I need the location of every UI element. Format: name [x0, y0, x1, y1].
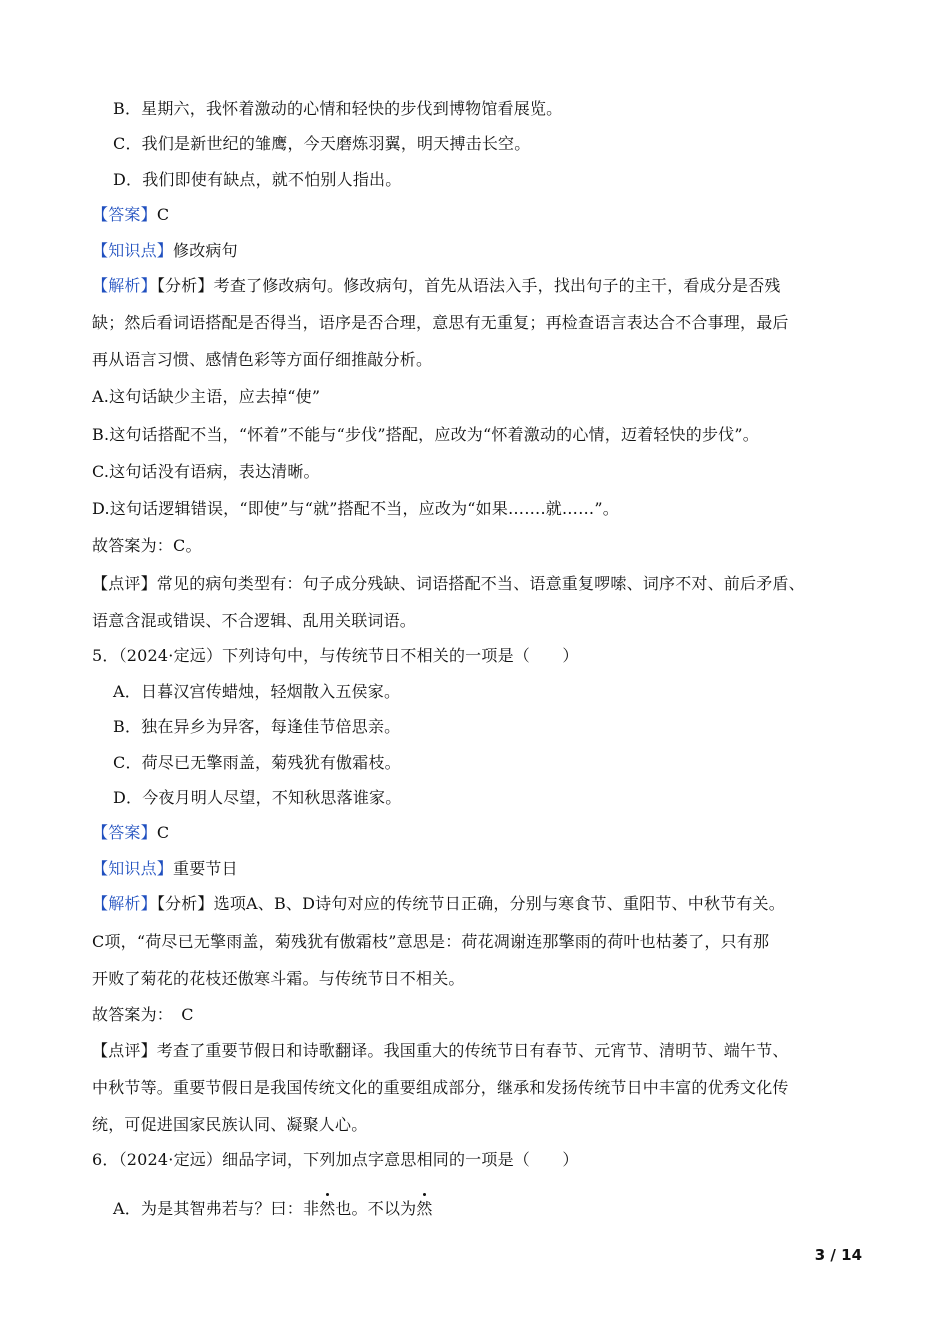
q4-explanation-c: C.这句话没有语病，表达清晰。	[92, 462, 320, 481]
option-text: A．为是其智弗若与？曰：非	[113, 1199, 320, 1218]
q4-option-c: C．我们是新世纪的雏鹰，今天磨炼羽翼，明天搏击长空。	[113, 134, 531, 153]
option-text: 也。不以为	[335, 1199, 417, 1218]
knowledge-tag: 【知识点】	[92, 241, 174, 260]
q4-analysis-line-2: 缺；然后看词语搭配是否得当，语序是否合理，意思有无重复；再检查语言表达合不合事理，最后	[92, 313, 789, 332]
q5-answer	[92, 822, 169, 844]
answer-tag: 【答案】	[92, 205, 157, 224]
analysis-text: 【分析】选项A、B、D诗句对应的传统节日正确，分别与寒食节、重阳节、中秋节有关。	[156, 894, 785, 913]
q4-comment-line-1: 【点评】常见的病句类型有：句子成分残缺、词语搭配不当、语意重复啰嗦、词序不对、前后矛盾、	[92, 574, 805, 593]
q4-option-d: D．我们即使有缺点，就不怕别人指出。	[113, 170, 402, 189]
q4-analysis-line-1	[92, 275, 781, 297]
analysis-text: 【分析】考查了修改病句。修改病句，首先从语法入手，找出句子的主干，看成分是否残	[156, 276, 781, 295]
analysis-tag: 【解析】	[92, 276, 157, 295]
q4-option-b: B．星期六，我怀着激动的心情和轻快的步伐到博物馆看展览。	[113, 99, 563, 118]
q6-option-a	[113, 1198, 433, 1220]
q5-stem: 5．（2024·定远）下列诗句中，与传统节日不相关的一项是（ ）	[92, 646, 579, 665]
q4-analysis-line-3: 再从语言习惯、感情色彩等方面仔细推敲分析。	[92, 350, 433, 369]
q5-analysis-line-1	[92, 893, 785, 915]
q6-stem: 6．（2024·定远）细品字词，下列加点字意思相同的一项是（ ）	[92, 1150, 579, 1169]
q5-analysis-line-2: C项，“荷尽已无擎雨盖，菊残犹有傲霜枝”意思是：荷花凋谢连那擎雨的荷叶也枯萎了，只有那	[92, 932, 770, 951]
q4-explanation-b: B.这句话搭配不当，“怀着”不能与“步伐”搭配，应改为“怀着激动的心情，迈着轻快的步伐”。	[92, 425, 759, 444]
knowledge-tag: 【知识点】	[92, 859, 174, 878]
dotted-character: 然	[416, 1199, 433, 1218]
q5-analysis-line-3: 开败了菊花的花枝还傲寒斗霜。与传统节日不相关。	[92, 969, 465, 988]
q4-explanation-d: D.这句话逻辑错误，“即使”与“就”搭配不当，应改为“如果…….就……”。	[92, 499, 619, 518]
page-number: 3 / 14	[814, 1246, 862, 1264]
q5-option-c: C．荷尽已无擎雨盖，菊残犹有傲霜枝。	[113, 753, 401, 772]
answer-tag: 【答案】	[92, 823, 157, 842]
analysis-tag: 【解析】	[92, 894, 157, 913]
q5-comment-line-1: 【点评】考查了重要节假日和诗歌翻译。我国重大的传统节日有春节、元宵节、清明节、端午节、	[92, 1041, 789, 1060]
q5-knowledge-point	[92, 858, 238, 880]
q4-explanation-a: A.这句话缺少主语，应去掉“使”	[92, 387, 321, 406]
q4-answer	[92, 204, 169, 226]
q5-conclusion: 故答案为： C	[92, 1005, 194, 1024]
q5-option-a: A．日暮汉宫传蜡烛，轻烟散入五侯家。	[113, 682, 401, 701]
knowledge-value: 修改病句	[173, 241, 238, 260]
q5-comment-line-2: 中秋节等。重要节假日是我国传统文化的重要组成部分，继承和发扬传统节日中丰富的优秀文化传	[92, 1078, 789, 1097]
knowledge-value: 重要节日	[173, 859, 238, 878]
q4-knowledge-point	[92, 240, 238, 262]
q5-option-b: B．独在异乡为异客，每逢佳节倍思亲。	[113, 717, 401, 736]
q4-comment-line-2: 语意含混或错误、不合逻辑、乱用关联词语。	[92, 611, 417, 630]
dotted-character: 然	[319, 1199, 336, 1218]
answer-value: C	[156, 823, 170, 842]
q4-conclusion: 故答案为：C。	[92, 536, 202, 555]
q5-option-d: D．今夜月明人尽望，不知秋思落谁家。	[113, 788, 402, 807]
q5-comment-line-3: 统，可促进国家民族认同、凝聚人心。	[92, 1115, 368, 1134]
answer-value: C	[156, 205, 170, 224]
